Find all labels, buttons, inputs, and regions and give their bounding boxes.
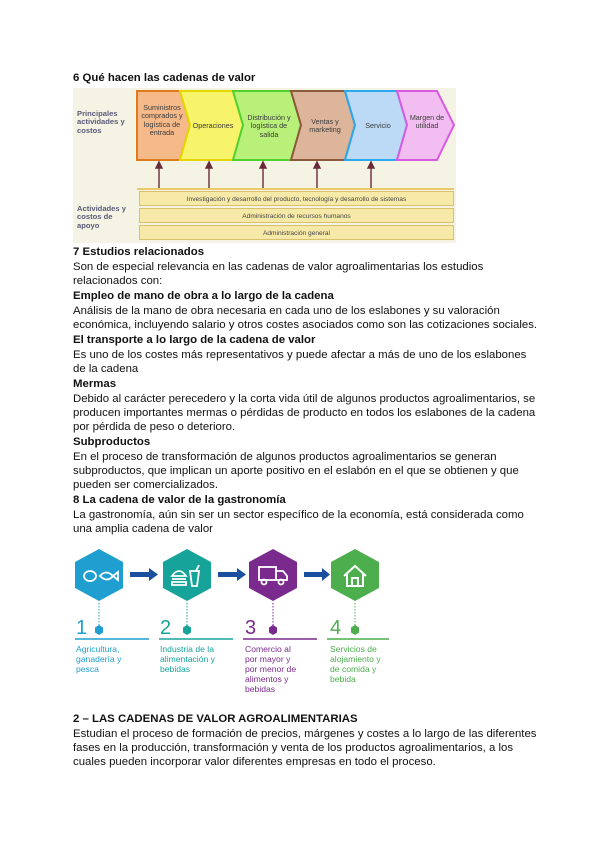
step-caption-1: Agricultura, ganadería y pesca: [76, 644, 122, 674]
step-number-1: 1: [76, 617, 88, 639]
hexagon-step-4: [331, 549, 379, 601]
s7-intro-line-1: Son de especial relevancia en las cadenas de valor agroalimentarias los estudios: [73, 261, 484, 273]
support-bar-3: Administración general: [139, 225, 454, 240]
section-2-title: 2 – LAS CADENAS DE VALOR AGROALIMENTARIAS: [73, 713, 358, 725]
heading-transporte: El transporte a lo largo de la cadena de valor: [73, 334, 316, 346]
hexagon-step-3: [249, 549, 297, 601]
heading-subproductos: Subproductos: [73, 436, 151, 448]
chain-arrows: [130, 568, 330, 581]
support-bar-2: Administración de recursos humanos: [139, 208, 454, 223]
s2-line-2: fases en la producción, transformación y venta de los productos agroalimentarios, a los: [73, 742, 514, 754]
stage-label-3: Distribución y logística de salida: [247, 113, 291, 139]
subproductos-line-2: subproductos, que implican un aporte positivo en el eslabón en el que se obtienen y que: [73, 465, 519, 477]
step-number-4: 4: [330, 617, 342, 639]
transporte-line-1: Es uno de los costes más representativos y puede afectar a más de uno de los eslabones: [73, 349, 527, 361]
stage-label-2: Operaciones: [192, 121, 234, 130]
hexagon-step-1: [75, 549, 123, 601]
empleo-line-1: Análisis de la mano de obra necesaria en cada uno de los eslabones y su valoración: [73, 305, 500, 317]
heading-mermas: Mermas: [73, 378, 117, 390]
step-caption-3: Comercio al por mayor y por menor de alimentos y bebidas: [245, 644, 297, 694]
stage-label-4: Ventas y marketing: [309, 117, 341, 135]
subproductos-line-1: En el proceso de transformación de algunos productos agroalimentarios se generan: [73, 451, 497, 463]
support-bar-1: Investigación y desarrollo del producto, tecnología y desarrollo de sistemas: [139, 191, 454, 206]
heading-empleo: Empleo de mano de obra a lo largo de la cadena: [73, 290, 334, 302]
value-chain-figure: [73, 88, 456, 243]
section-7-title: 7 Estudios relacionados: [73, 246, 205, 258]
mermas-line-2: producen importantes mermas o pérdidas de producto en todos los eslabones de la cadena: [73, 407, 536, 419]
support-activities-label: Actividades y costos de apoyo: [77, 204, 126, 230]
step-number-3: 3: [245, 617, 257, 639]
gastronomy-chain-figure: [73, 547, 391, 707]
hexagon-step-2: [163, 549, 211, 601]
mermas-line-3: por pérdida de peso o deterioro.: [73, 421, 236, 433]
empleo-line-2: económica, incluyendo salario y otros costes asociados como son las cotizaciones sociales.: [73, 319, 538, 331]
step-caption-2: Industria de la alimentación y bebidas: [160, 644, 215, 674]
step-caption-4: Servicios de alojamiento y de comida y bebida: [330, 644, 381, 684]
s2-line-1: Estudian el proceso de formación de precios, márgenes y costes a lo largo de las diferentes: [73, 728, 537, 740]
stage-label-5: Servicio: [365, 121, 391, 130]
transporte-line-2: de la cadena: [73, 363, 139, 375]
primary-activities-label: Principales actividades y costos: [77, 109, 125, 135]
stage-label-6: Margen de utilidad: [409, 113, 445, 131]
s7-intro-line-2: relacionados con:: [73, 275, 163, 287]
stage-label-1: Suministros comprados y logística de entrada: [141, 103, 183, 138]
step-number-2: 2: [160, 617, 172, 639]
subproductos-line-3: pueden ser comercializados.: [73, 479, 218, 491]
s2-line-3: cuales pueden incorporar valor diferentes empresas en todo el proceso.: [73, 756, 436, 768]
section-8-title: 8 La cadena de valor de la gastronomía: [73, 494, 286, 506]
mermas-line-1: Debido al carácter perecedero y la corta vida útil de algunos productos agroalimentarios, se: [73, 393, 536, 405]
section-6-title: 6 Qué hacen las cadenas de valor: [73, 72, 256, 84]
s8-line-2: una amplia cadena de valor: [73, 523, 213, 535]
s8-line-1: La gastronomía, aún sin ser un sector específico de la economía, está considerada como: [73, 509, 524, 521]
